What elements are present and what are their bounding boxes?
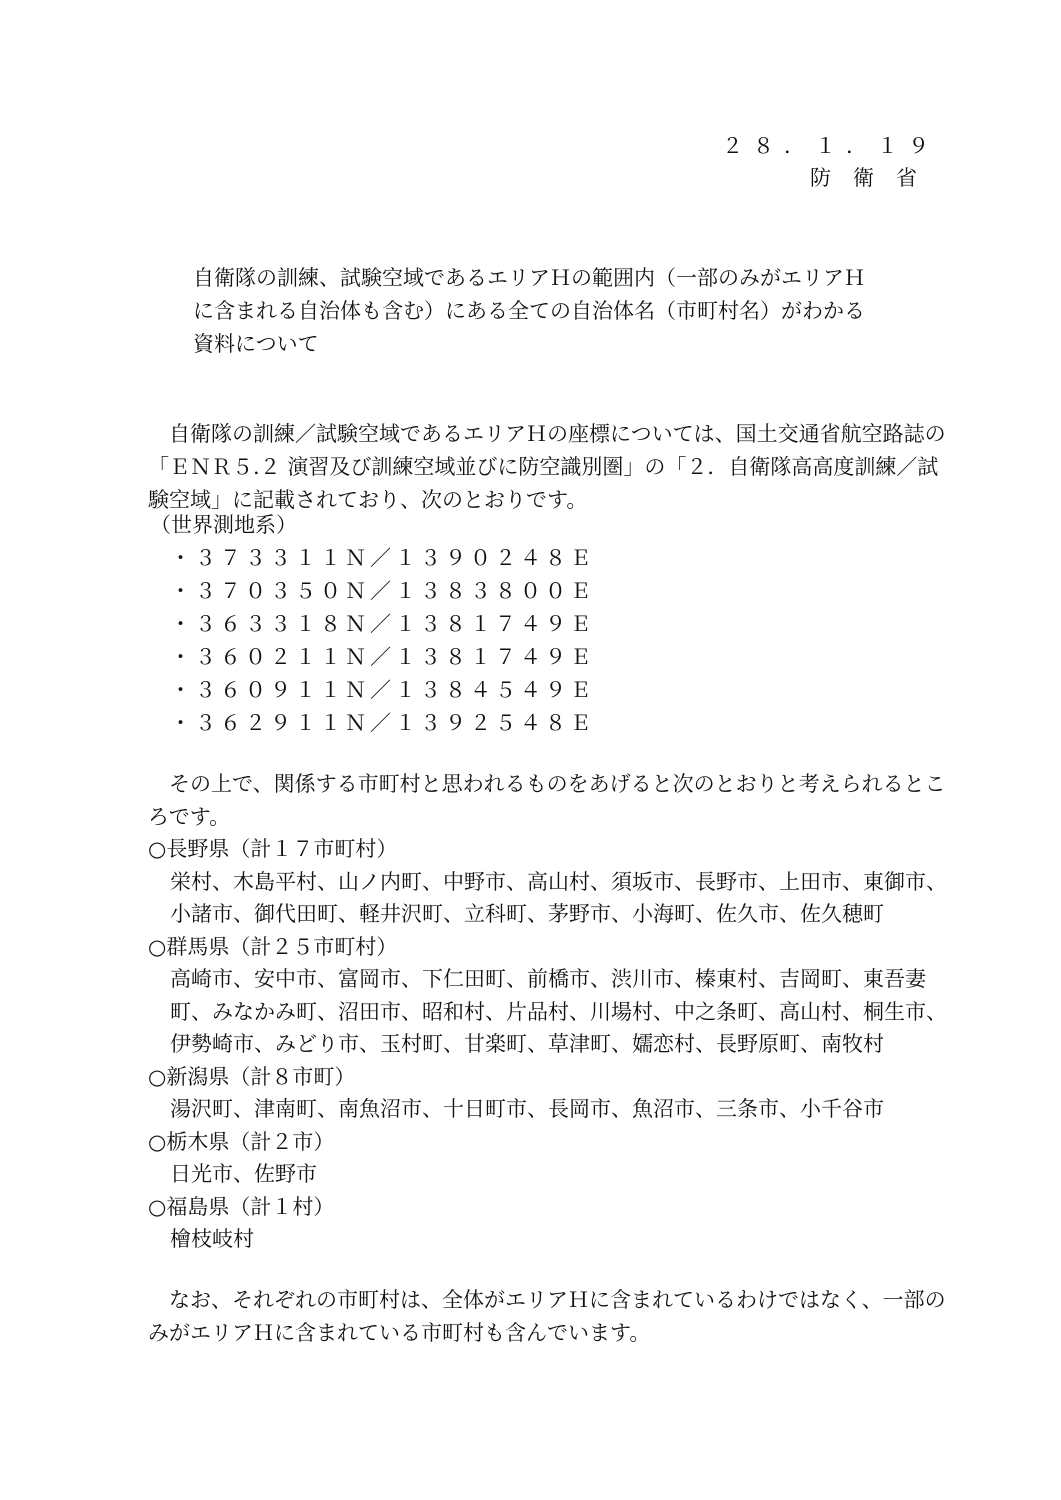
municipality-line: 町、みなかみ町、沼田市、昭和村、片品村、川場村、中之条町、高山村、桐生市、 bbox=[170, 999, 947, 1024]
municipality-line: 高崎市、安中市、富岡市、下仁田町、前橋市、渋川市、榛東村、吉岡町、東吾妻 bbox=[170, 967, 926, 991]
prefecture-heading-gunma: ○群馬県（計２５市町村） bbox=[148, 934, 398, 959]
prefecture-heading-niigata: ○新潟県（計８市町） bbox=[148, 1064, 356, 1089]
intro-line: 験空域」に記載されており、次のとおりです。 bbox=[148, 488, 588, 512]
subject-line: 自衛隊の訓練、試験空域であるエリアＨの範囲内（一部のみがエリアＨ bbox=[193, 266, 865, 290]
coordinate-item: ・３６２９１１Ｎ／１３９２５４８Ｅ bbox=[170, 711, 595, 735]
municipality-line: 栄村、木島平村、山ノ内町、中野市、高山村、須坂市、長野市、上田市、東御市、 bbox=[170, 869, 947, 894]
subject-line: 資料について bbox=[193, 332, 319, 356]
datum-label: （世界測地系） bbox=[150, 513, 297, 537]
municipality-line: 檜枝岐村 bbox=[170, 1227, 254, 1251]
municipality-line: 日光市、佐野市 bbox=[170, 1162, 317, 1186]
subject-line: に含まれる自治体も含む）にある全ての自治体名（市町村名）がわかる bbox=[193, 299, 865, 323]
note-line: みがエリアＨに含まれている市町村も含んでいます。 bbox=[148, 1321, 651, 1345]
document-subject bbox=[193, 262, 865, 361]
municipalities-intro-line: ろです。 bbox=[148, 805, 231, 829]
prefecture-list bbox=[148, 833, 947, 1256]
document-date: ２８．１．１９ bbox=[722, 134, 939, 158]
closing-note bbox=[148, 1284, 948, 1350]
municipalities-intro-line: その上で、関係する市町村と思われるものをあげると次のとおりと考えられるとこ bbox=[148, 772, 946, 796]
coordinate-item: ・３７０３５０Ｎ／１３８３８００Ｅ bbox=[170, 579, 595, 603]
note-line: なお、それぞれの市町村は、全体がエリアＨに含まれているわけではなく、一部の bbox=[148, 1288, 946, 1312]
municipality-line: 伊勢崎市、みどり市、玉村町、甘楽町、草津町、嬬恋村、長野原町、南牧村 bbox=[170, 1032, 884, 1056]
municipalities-intro bbox=[148, 768, 948, 834]
coordinate-item: ・３６３３１８Ｎ／１３８１７４９Ｅ bbox=[170, 612, 595, 636]
coordinate-item: ・３６０２１１Ｎ／１３８１７４９Ｅ bbox=[170, 645, 595, 669]
prefecture-heading-tochigi: ○栃木県（計２市） bbox=[148, 1129, 335, 1154]
intro-line: 自衛隊の訓練／試験空域であるエリアＨの座標については、国土交通省航空路誌の bbox=[148, 422, 946, 446]
intro-paragraph bbox=[148, 418, 948, 517]
prefecture-heading-fukushima: ○福島県（計１村） bbox=[148, 1194, 335, 1219]
prefecture-heading-nagano: ○長野県（計１７市町村） bbox=[148, 837, 398, 861]
coordinate-item: ・３７３３１１Ｎ／１３９０２４８Ｅ bbox=[170, 546, 595, 570]
municipality-line: 小諸市、御代田町、軽井沢町、立科町、茅野市、小海町、佐久市、佐久穂町 bbox=[170, 902, 884, 926]
issuing-organization: 防衛省 bbox=[810, 166, 939, 190]
coordinate-item: ・３６０９１１Ｎ／１３８４５４９Ｅ bbox=[170, 678, 595, 702]
intro-line: 「ＥＮＲ５.２ 演習及び訓練空域並びに防空識別圏」の「２．自衛隊高高度訓練／試 bbox=[148, 455, 939, 479]
coordinate-list bbox=[150, 509, 595, 740]
municipality-line: 湯沢町、津南町、南魚沼市、十日町市、長岡市、魚沼市、三条市、小千谷市 bbox=[170, 1097, 884, 1121]
